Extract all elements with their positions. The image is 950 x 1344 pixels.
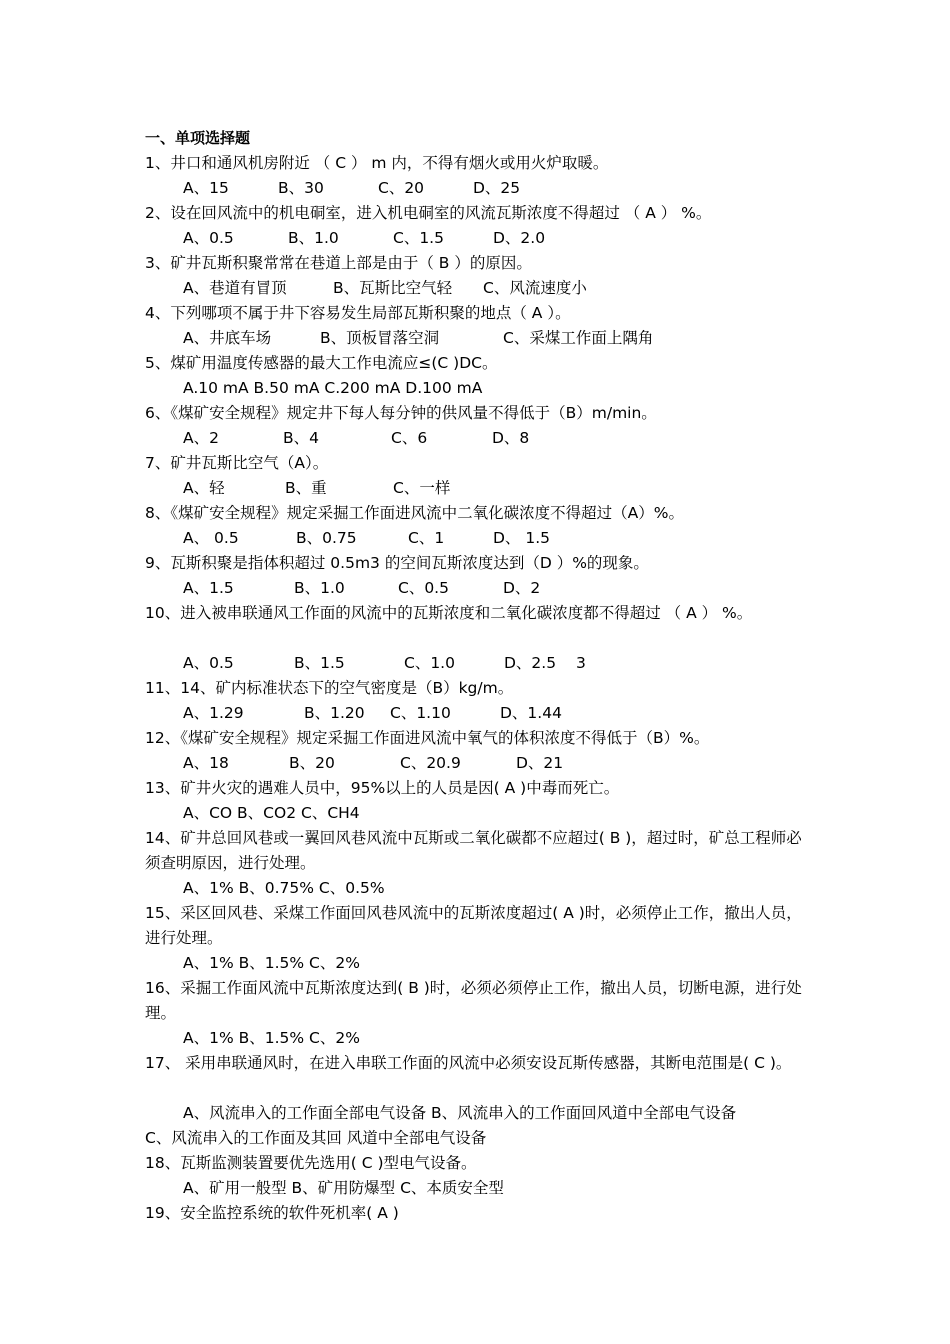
question-15: 15、采区回风巷、采煤工作面回风巷风流中的瓦斯浓度超过( A )时，必须停止工作，撤出人员，进行处理。: [145, 904, 802, 947]
question-17-options: A、风流串入的工作面全部电气设备 B、风流串入的工作面回风道中全部电气设备: [183, 1104, 737, 1122]
question-6-options: [145, 426, 810, 451]
option: A、轻: [183, 479, 225, 497]
question-17: 17、 采用串联通风时，在进入串联工作面的风流中必须安设瓦斯传感器，其断电范围是( C )。: [145, 1054, 792, 1072]
question-5-options: A.10 mA B.50 mA C.200 mA D.100 mA: [183, 379, 483, 397]
question-2: 2、设在回风流中的机电硐室，进入机电硐室的风流瓦斯浓度不得超过 （ A ） %。: [145, 204, 712, 222]
option: A、 0.5: [183, 529, 239, 547]
option: A、0.5: [183, 654, 234, 672]
question-1-options: [145, 176, 810, 201]
option: 3: [576, 654, 586, 672]
option: A、巷道有冒顶: [183, 279, 287, 297]
option: C、20: [378, 179, 425, 197]
option: A、井底车场: [183, 329, 272, 347]
option: D、21: [516, 754, 564, 772]
question-10-options: [145, 651, 810, 676]
question-3: 3、矿井瓦斯积聚常常在巷道上部是由于（ B ）的原因。: [145, 254, 532, 272]
question-14-options: A、1% B、0.75% C、0.5%: [183, 879, 385, 897]
question-1: 1、井口和通风机房附近 （ C ） m 内，不得有烟火或用火炉取暖。: [145, 154, 609, 172]
option: B、1.0: [294, 579, 345, 597]
option: B、1.5: [294, 654, 345, 672]
question-8-options: [145, 526, 810, 551]
option: B、瓦斯比空气轻: [333, 279, 453, 297]
option: B、重: [285, 479, 327, 497]
option: A、15: [183, 179, 229, 197]
question-12: 12、《煤矿安全规程》规定采掘工作面进风流中氧气的体积浓度不得低于（B）%。: [145, 729, 710, 747]
question-15-options: A、1% B、1.5% C、2%: [183, 954, 360, 972]
option: C、1.0: [404, 654, 455, 672]
question-7: 7、矿井瓦斯比空气（A）。: [145, 454, 329, 472]
question-13: 13、矿井火灾的遇难人员中，95%以上的人员是因( A )中毒而死亡。: [145, 779, 620, 797]
question-9: 9、瓦斯积聚是指体积超过 0.5m3 的空间瓦斯浓度达到（D ）%的现象。: [145, 554, 649, 572]
question-4: 4、下列哪项不属于井下容易发生局部瓦斯积聚的地点（ A ）。: [145, 304, 571, 322]
question-18-options: A、矿用一般型 B、矿用防爆型 C、本质安全型: [183, 1179, 504, 1197]
option: A、0.5: [183, 229, 234, 247]
question-11-options: [145, 701, 810, 726]
question-11: 11、14、矿内标准状态下的空气密度是（B）kg/m。: [145, 679, 514, 697]
option: C、0.5: [398, 579, 449, 597]
option: D、2.5: [504, 654, 557, 672]
option: D、2.0: [493, 229, 546, 247]
question-7-options: [145, 476, 810, 501]
option: B、顶板冒落空洞: [320, 329, 440, 347]
option: D、 1.5: [493, 529, 551, 547]
option: A、1.5: [183, 579, 234, 597]
option: B、0.75: [296, 529, 357, 547]
option: D、25: [473, 179, 521, 197]
option: C、一样: [393, 479, 451, 497]
option: A、2: [183, 429, 219, 447]
option: B、4: [283, 429, 319, 447]
option: D、2: [503, 579, 541, 597]
option: C、风流速度小: [483, 279, 587, 297]
option: B、20: [289, 754, 335, 772]
option: A、18: [183, 754, 229, 772]
option: D、1.44: [500, 704, 562, 722]
question-16: 16、采掘工作面风流中瓦斯浓度达到( B )时，必须必须停止工作，撤出人员，切断电源，进行处理。: [145, 979, 802, 1022]
option: C、1.10: [390, 704, 451, 722]
question-13-options: A、CO B、CO2 C、CH4: [183, 804, 360, 822]
option: C、采煤工作面上隅角: [503, 329, 654, 347]
question-18: 18、瓦斯监测装置要优先选用( C )型电气设备。: [145, 1154, 477, 1172]
question-3-options: [145, 276, 810, 301]
question-2-options: [145, 226, 810, 251]
question-17-options-continued: C、风流串入的工作面及其回 风道中全部电气设备: [145, 1129, 487, 1147]
option: B、1.20: [304, 704, 365, 722]
option: C、20.9: [400, 754, 461, 772]
question-5: 5、煤矿用温度传感器的最大工作电流应≤(C )DC。: [145, 354, 498, 372]
option: A、1.29: [183, 704, 244, 722]
option: B、30: [278, 179, 324, 197]
question-6: 6、《煤矿安全规程》规定井下每人每分钟的供风量不得低于（B）m/min。: [145, 404, 657, 422]
option: B、1.0: [288, 229, 339, 247]
question-8: 8、《煤矿安全规程》规定采掘工作面进风流中二氧化碳浓度不得超过（A）%。: [145, 504, 684, 522]
option: C、6: [391, 429, 428, 447]
question-9-options: [145, 576, 810, 601]
question-10: 10、进入被串联通风工作面的风流中的瓦斯浓度和二氧化碳浓度都不得超过 （ A ） %。: [145, 604, 753, 622]
option: C、1.5: [393, 229, 444, 247]
question-16-options: A、1% B、1.5% C、2%: [183, 1029, 360, 1047]
question-12-options: [145, 751, 810, 776]
question-4-options: [145, 326, 810, 351]
option: D、8: [492, 429, 530, 447]
document-page: [145, 126, 810, 1226]
question-14: 14、矿井总回风巷或一翼回风巷风流中瓦斯或二氧化碳都不应超过( B )，超过时，矿总工程师必须查明原因，进行处理。: [145, 829, 802, 872]
section-title: 一、单项选择题: [145, 129, 251, 147]
option: C、1: [408, 529, 445, 547]
question-19: 19、安全监控系统的软件死机率( A ): [145, 1204, 399, 1222]
